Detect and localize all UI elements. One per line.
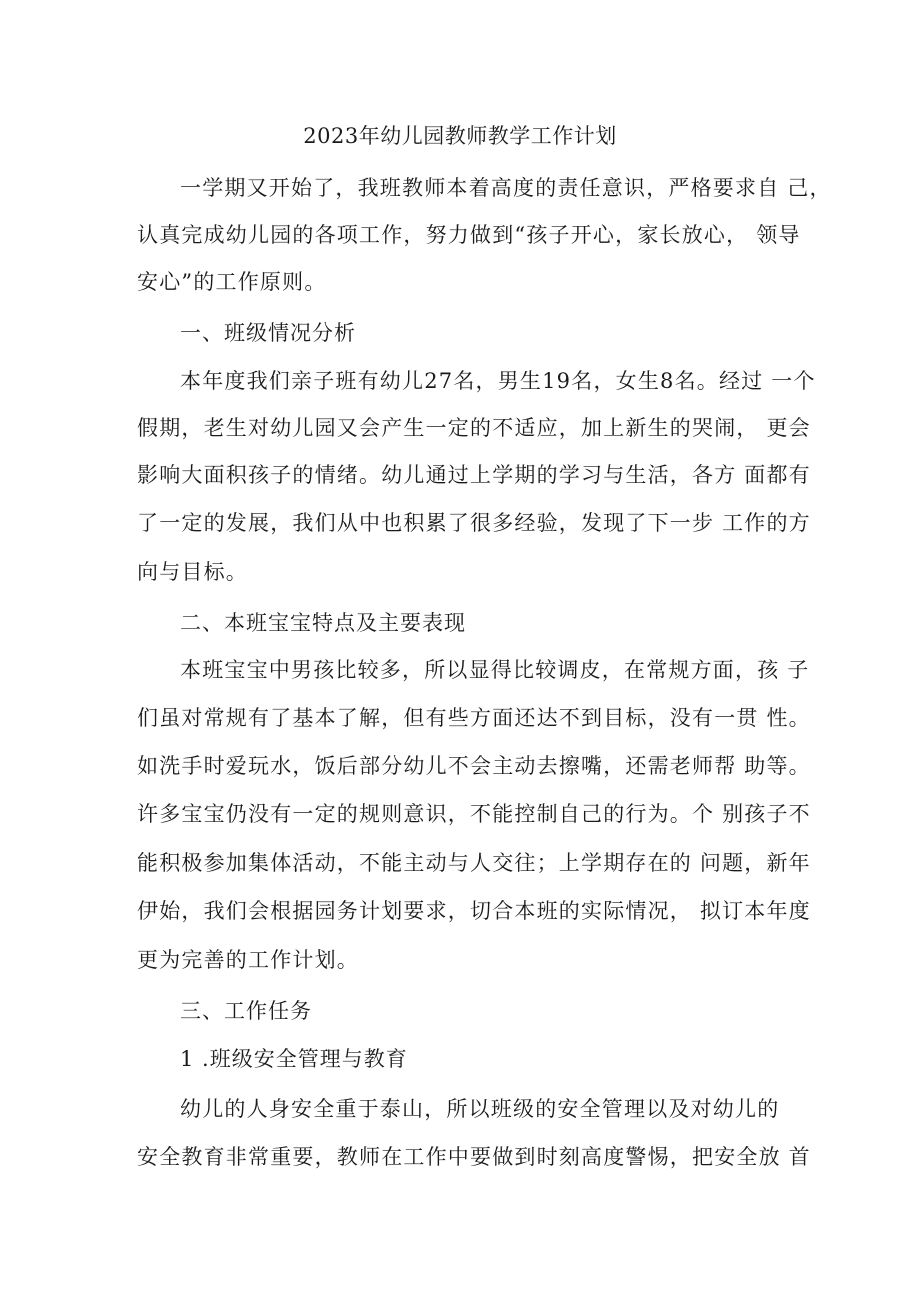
paragraph-line: 影响大面积孩子的情绪。幼儿通过上学期的学习与生活，各方 面都有 [137, 463, 811, 487]
paragraph-line: 安全教育非常重要，教师在工作中要做到时刻高度警惕，把安全放 首 [137, 1145, 811, 1169]
paragraph-line: 认真完成幼儿园的各项工作，努力做到“孩子开心，家长放心， 领导 [137, 223, 801, 247]
paragraph-line: 能积极参加集体活动，不能主动与人交往；上学期存在的 问题，新年 [137, 851, 811, 875]
subsection-heading: 1 .班级安全管理与教育 [180, 1047, 408, 1071]
paragraph-line: 安心”的工作原则。 [137, 270, 327, 294]
paragraph-line: 假期，老生对幼儿园又会产生一定的不适应，加上新生的哭闹， 更会 [137, 416, 811, 440]
paragraph-line: 们虽对常规有了基本了解，但有些方面还达不到目标，没有一贯 性。 [137, 706, 811, 730]
paragraph-line: 向与目标。 [137, 560, 248, 584]
section-heading: 三、工作任务 [180, 999, 312, 1023]
paragraph-line: 更为完善的工作计划。 [137, 948, 359, 972]
paragraph-line: 许多宝宝仍没有一定的规则意识，不能控制自己的行为。个 别孩子不 [137, 802, 811, 826]
section-heading: 二、本班宝宝特点及主要表现 [180, 611, 466, 635]
section-heading: 一、班级情况分析 [180, 321, 356, 345]
paragraph-line: 了一定的发展，我们从中也积累了很多经验，发现了下一步 工作的方 [137, 511, 811, 535]
paragraph-line: 本班宝宝中男孩比较多，所以显得比较调皮，在常规方面，孩 子 [180, 658, 810, 682]
paragraph-line: 幼儿的人身安全重于泰山，所以班级的安全管理以及对幼儿的 [180, 1097, 780, 1121]
paragraph-line: 一学期又开始了，我班教师本着高度的责任意识，严格要求自 己， [180, 176, 832, 200]
paragraph-line: 本年度我们亲子班有幼儿27名，男生19名，女生8名。经过 一个 [180, 369, 816, 393]
paragraph-line: 如洗手时爱玩水，饭后部分幼儿不会主动去擦嘴，还需老师帮 助等。 [137, 754, 811, 778]
paragraph-line: 伊始，我们会根据园务计划要求，切合本班的实际情况， 拟订本年度 [137, 899, 811, 923]
document-title: 2023年幼儿园教师教学工作计划 [303, 124, 617, 148]
